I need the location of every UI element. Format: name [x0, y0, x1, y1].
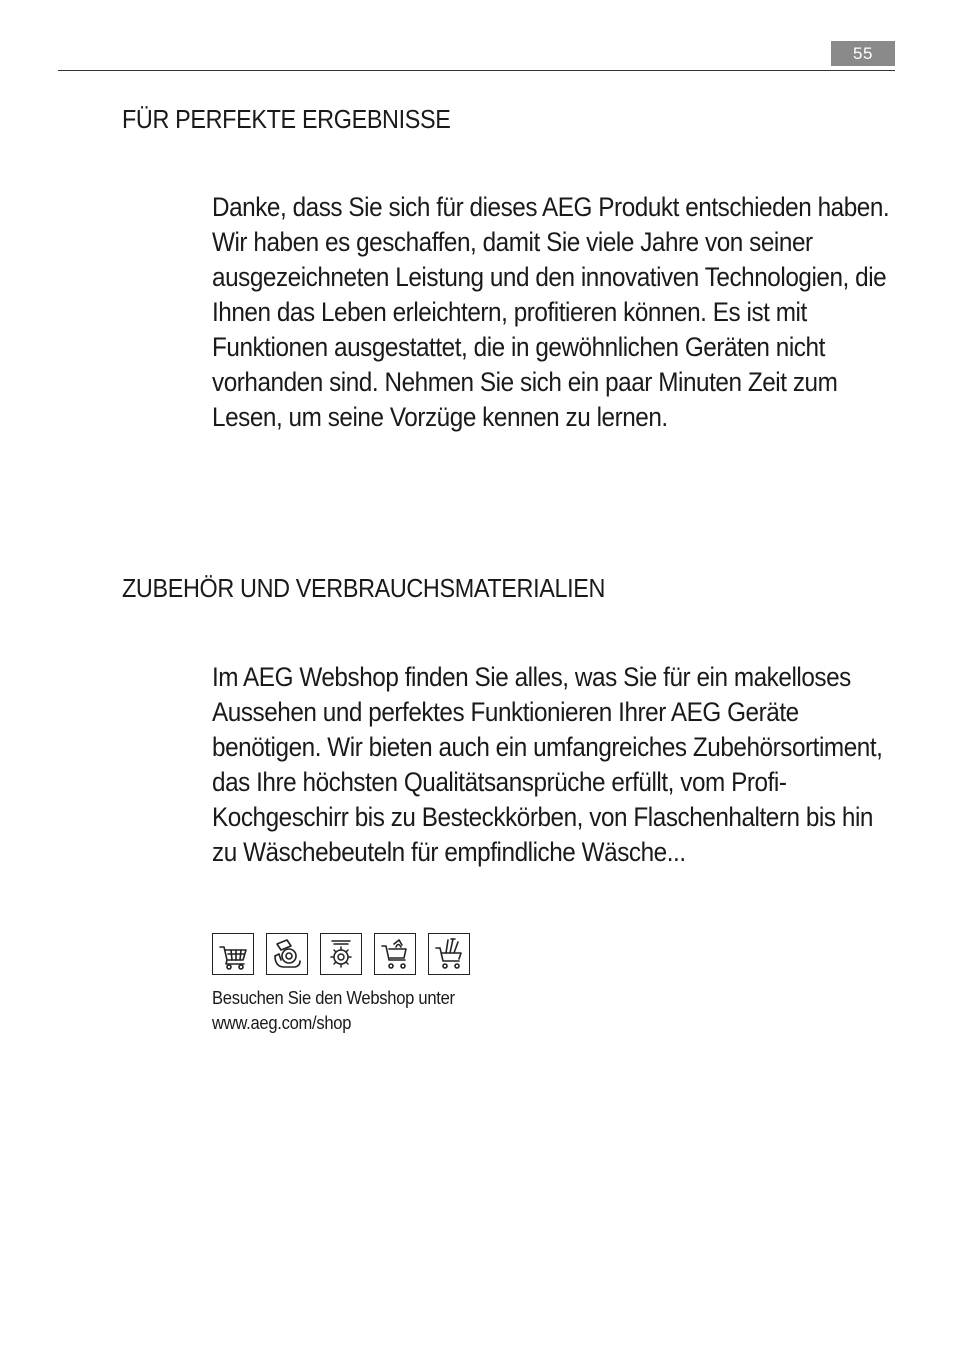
accessories-paragraph: Im AEG Webshop finden Sie alles, was Sie für ein makelloses Aussehen und perfektes Funktionieren Ihrer AEG Geräte benötigen. Wir bieten auch ein umfangreiches Zubehörsortiment, das Ihre höchsten Qualitätsansprüche erfüllt, vom Profi-Kochgeschirr bis zu Besteckkörben, von Flaschenhaltern bis hin zu Wäschebeuteln für empfindliche Wäsche... [212, 662, 883, 867]
webshop-caption [212, 986, 455, 1036]
cart-with-cutlery-icon [428, 933, 470, 975]
cart-with-basket-icon [374, 933, 416, 975]
hand-with-bottle-icon [266, 933, 308, 975]
page-number: 55 [831, 41, 895, 66]
section-heading-results: FÜR PERFEKTE ERGEBNISSE [122, 104, 451, 134]
section-heading-accessories: ZUBEHÖR UND VERBRAUCHSMATERIALIEN [122, 573, 606, 603]
caption-line: Besuchen Sie den Webshop unter [212, 988, 455, 1008]
webshop-url: www.aeg.com/shop [212, 1013, 352, 1033]
webshop-icon-row [212, 933, 470, 975]
intro-paragraph: Danke, dass Sie sich für dieses AEG Produkt entschieden haben. Wir haben es geschaffen, damit Sie viele Jahre von seiner ausgezeichneten Leistung und den innovativen Technologien, die Ihnen das Leben erleichtern, profitieren können. Es ist mit Funktionen ausgestattet, die in gewöhnlichen Geräten nicht vorhanden sind. Nehmen Sie sich ein paar Minuten Zeit zum Lesen, um seine Vorzüge kennen zu lernen. [212, 192, 890, 432]
gear-settings-icon [320, 933, 362, 975]
shopping-cart-icon [212, 933, 254, 975]
header-divider [58, 70, 895, 71]
